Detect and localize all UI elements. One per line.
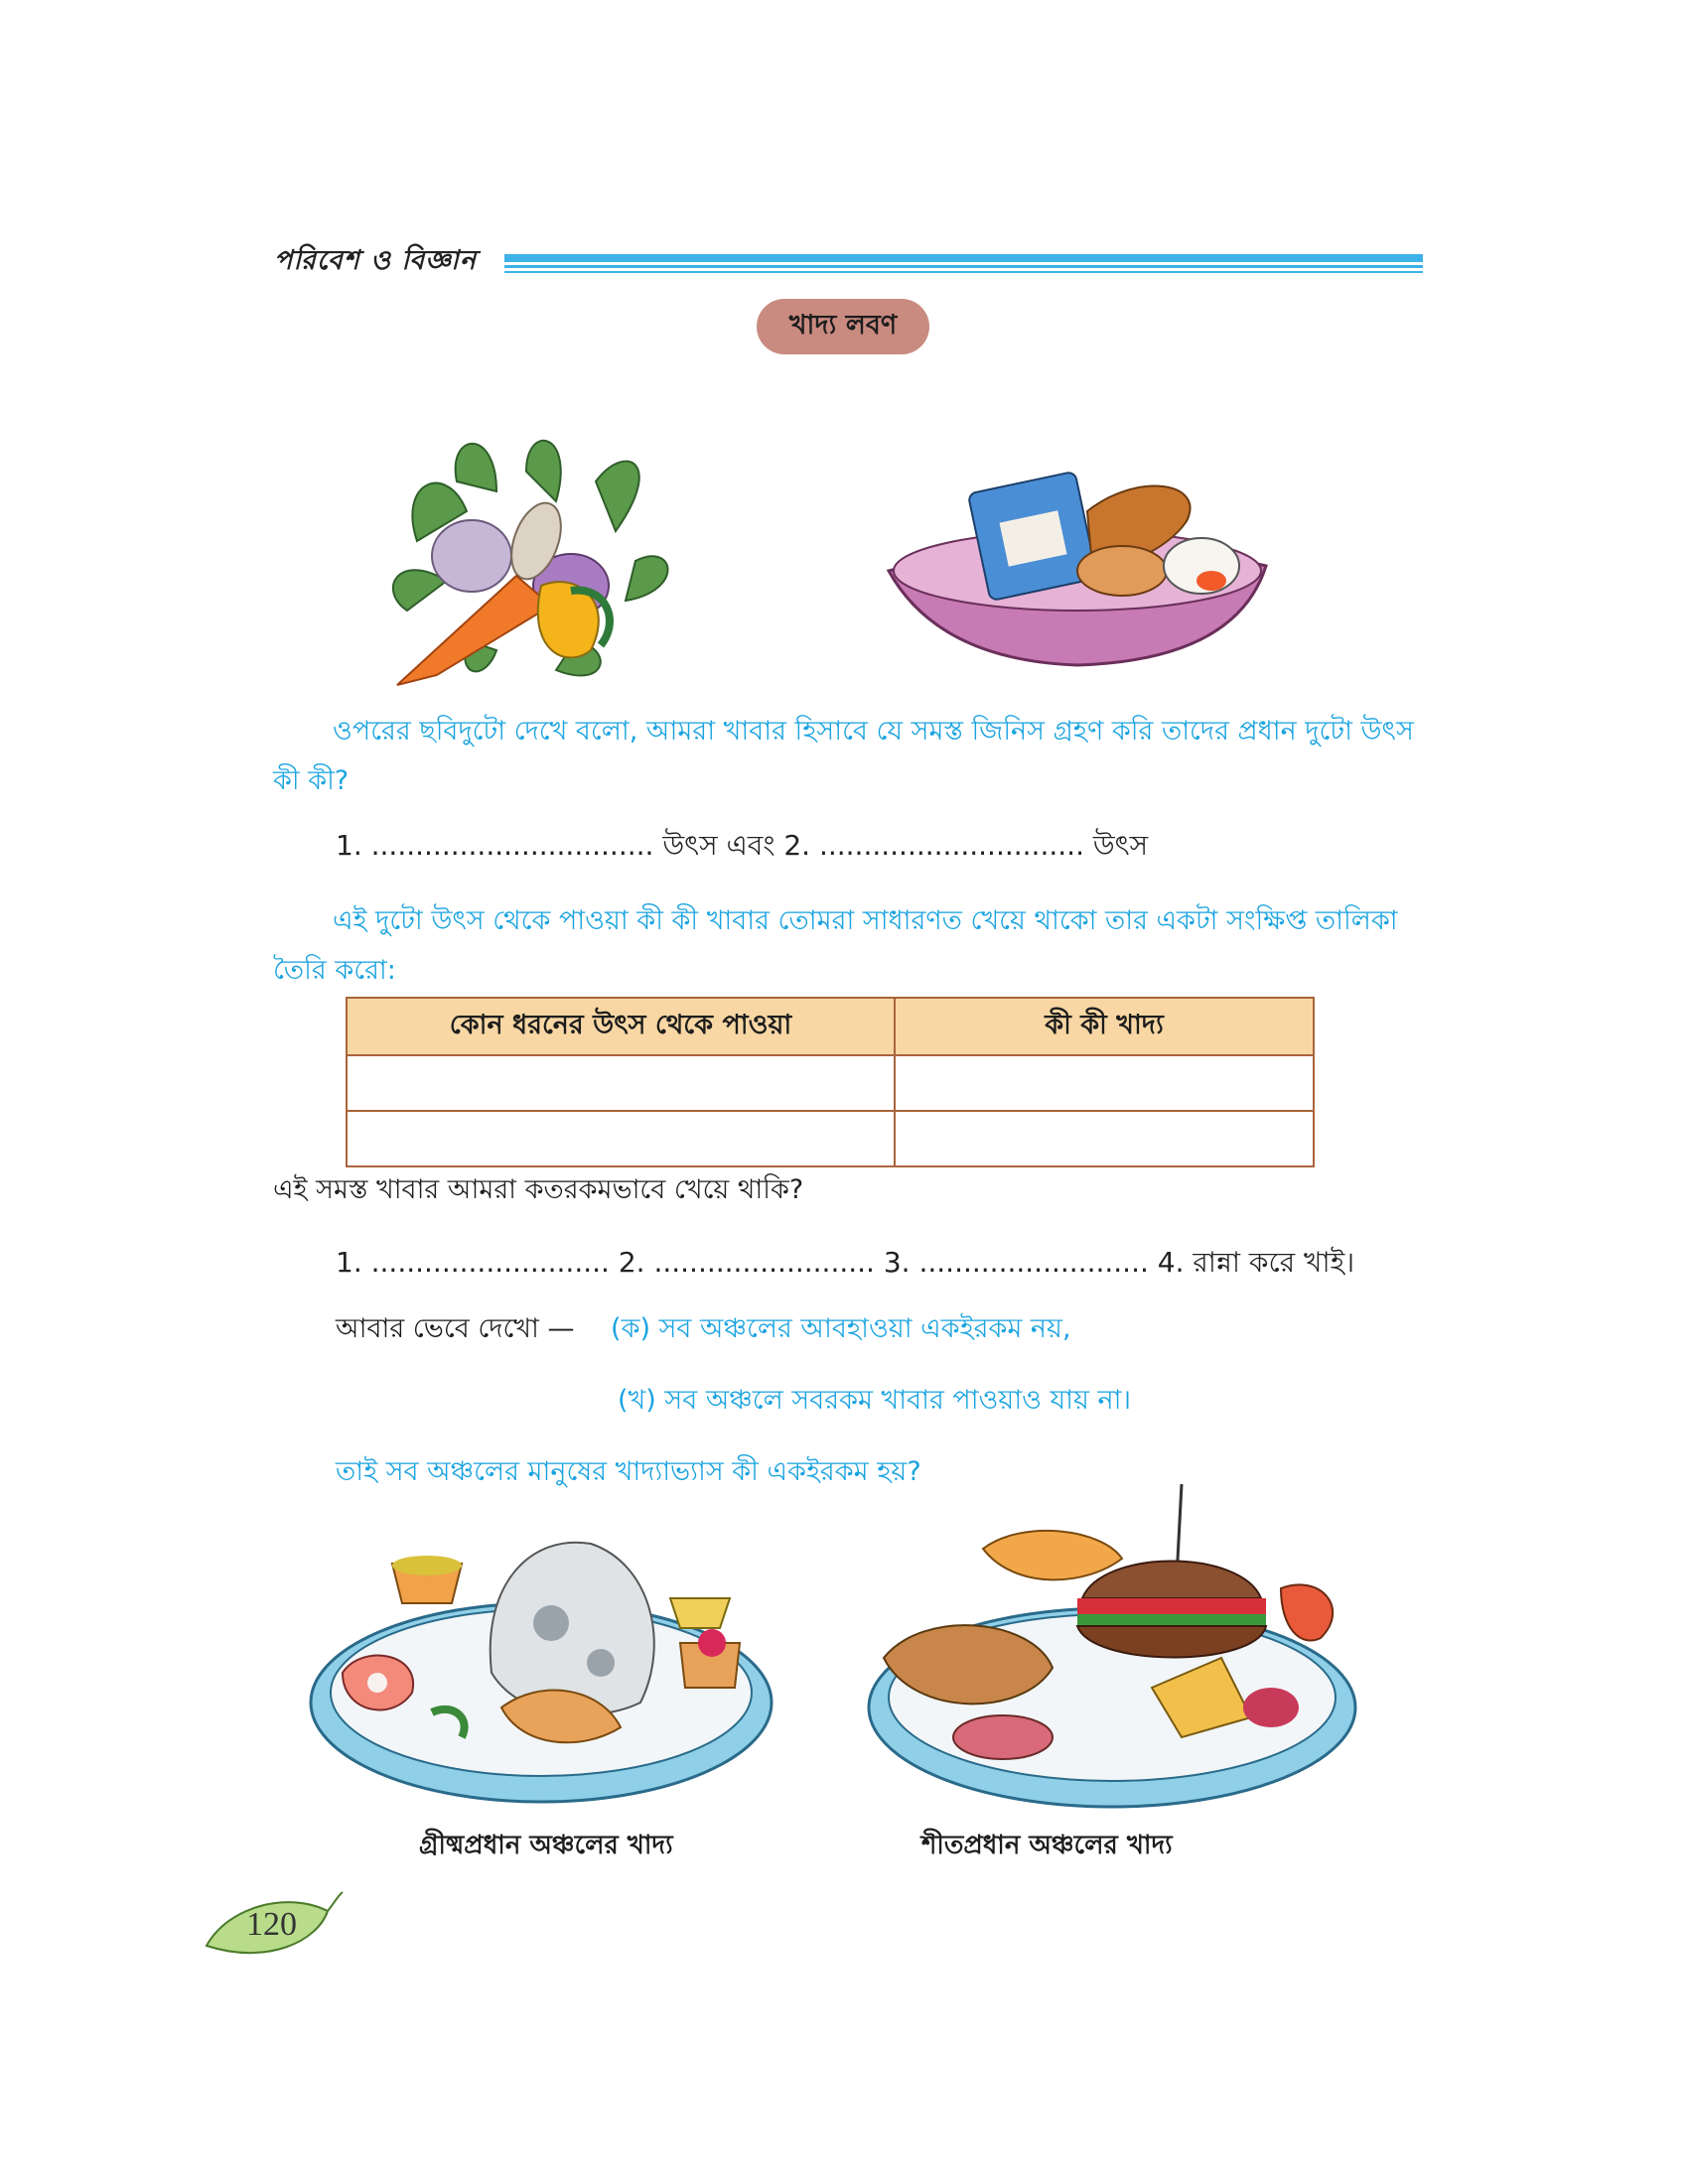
header-rule [504, 254, 1423, 274]
page-number: 120 [246, 1906, 297, 1943]
think-prompt: আবার ভেবে দেখো — [336, 1313, 575, 1344]
table-cell[interactable] [347, 1111, 895, 1166]
tropical-food-plate-illustration [303, 1504, 779, 1812]
question-sources: ওপরের ছবিদুটো দেখে বলো, আমরা খাবার হিসাবে যে সমস্ত জিনিস গ্রহণ করি তাদের প্রধান দুটো উৎস কী কী? [273, 716, 1414, 796]
column-header-source: কোন ধরনের উৎস থেকে পাওয়া [347, 998, 895, 1055]
fill-in-sources: 1. ................................ উৎস এবং 2. .............................. উৎস [336, 829, 1149, 862]
table-row [347, 1111, 1314, 1166]
think-point-a: (ক) সব অঞ্চলের আবহাওয়া একইরকম নয়, [611, 1313, 1071, 1344]
caption-cold-food: শীতপ্রধান অঞ্চলের খাদ্য [921, 1831, 1173, 1860]
question-food-habits: তাই সব অঞ্চলের মানুষের খাদ্যাভ্যাস কী একইরকম হয়? [336, 1456, 921, 1487]
book-title: পরিবেশ ও বিজ্ঞান [274, 245, 477, 276]
cold-food-plate-illustration [854, 1479, 1370, 1817]
table-cell[interactable] [895, 1055, 1314, 1111]
fill-in-methods: 1. ........................... 2. ......................... 3. .......................... 4. রান্না করে খাই। [336, 1246, 1355, 1279]
animal-food-illustration [879, 462, 1276, 670]
table-cell[interactable] [347, 1055, 895, 1111]
think-line [336, 1308, 1071, 1353]
sources-table [346, 997, 1315, 1167]
section-title: খাদ্য লবণ [757, 299, 929, 354]
table-header-row [347, 998, 1314, 1055]
question-list: এই দুটো উৎস থেকে পাওয়া কী কী খাবার তোমরা সাধারণত খেয়ে থাকো তার একটা সংক্ষিপ্ত তালিকা তৈরি করো: [273, 905, 1398, 986]
question-methods: এই সমস্ত খাবার আমরা কতরকমভাবে খেয়ে থাকি? [273, 1174, 804, 1205]
table-row [347, 1055, 1314, 1111]
think-point-b: (খ) সব অঞ্চলে সবরকম খাবার পাওয়াও যায় না। [618, 1385, 1132, 1416]
table-cell[interactable] [895, 1111, 1314, 1166]
page-number-badge [199, 1886, 348, 1966]
caption-tropical-food: গ্রীষ্মপ্রধান অঞ্চলের খাদ্য [419, 1831, 673, 1860]
vegetables-illustration [377, 422, 685, 690]
column-header-foods: কী কী খাদ্য [895, 998, 1314, 1055]
